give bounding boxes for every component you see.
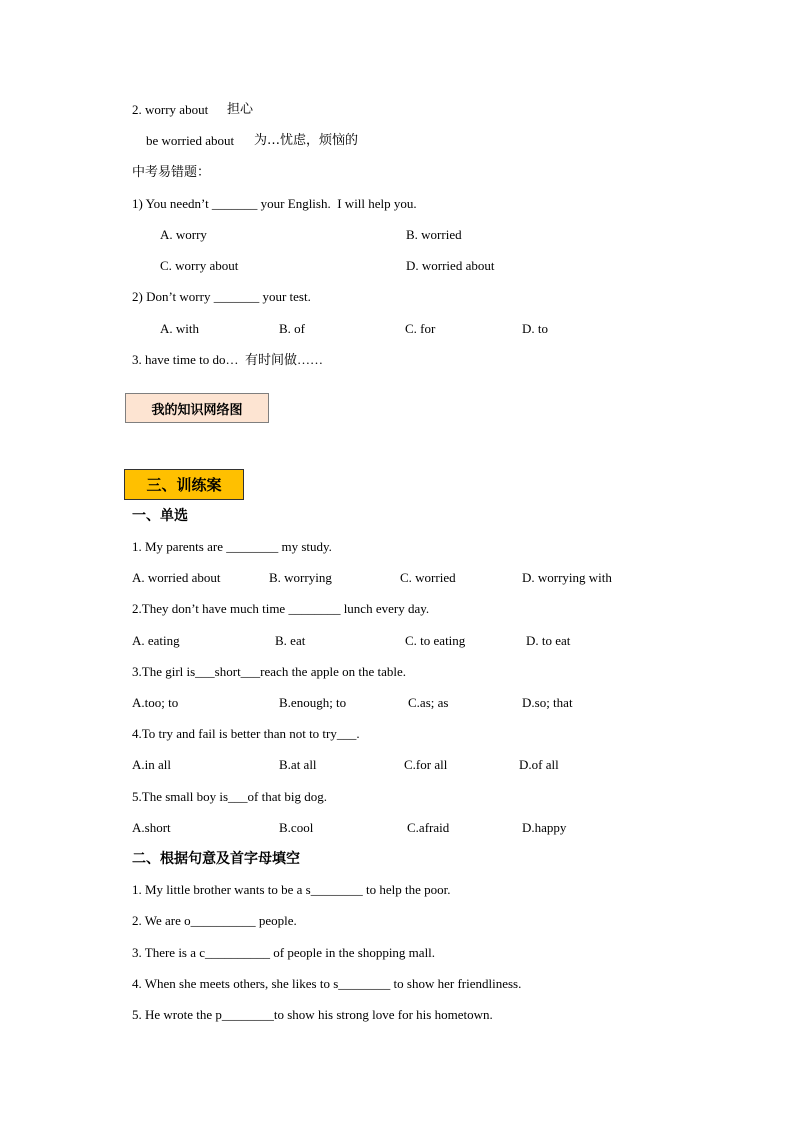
- option: A.in all: [132, 757, 171, 772]
- option: A.too; to: [132, 695, 179, 710]
- question-2: 2.They don’t have much time ________ lunch every day.: [132, 601, 430, 616]
- question-1: 1. My parents are ________ my study.: [132, 539, 332, 554]
- knowledge-network-box: 我的知识网络图: [125, 393, 269, 423]
- exam-errors-heading: 中考易错题：: [132, 165, 211, 180]
- option: C. worry about: [160, 258, 239, 273]
- vocab-item-3: 3. have time to do… 有时间做……: [132, 352, 324, 367]
- option: D.happy: [522, 820, 567, 835]
- vocab-meaning: 担心: [227, 102, 254, 117]
- section-1-title: 一、单选: [132, 508, 188, 524]
- question-4: 4.To try and fail is better than not to try___.: [132, 726, 360, 741]
- option: D.of all: [519, 757, 559, 772]
- fill-blank-item: 4. When she meets others, she likes to s________ to show her friendliness.: [132, 976, 522, 991]
- option: B.at all: [279, 757, 317, 772]
- option: C. to eating: [405, 633, 466, 648]
- option: A. worry: [160, 227, 207, 242]
- vocab-phrase: be worried about: [146, 133, 235, 148]
- option: A.short: [132, 820, 171, 835]
- option: D. worried about: [406, 258, 495, 273]
- option: C.afraid: [407, 820, 450, 835]
- option: D. to: [522, 321, 548, 336]
- option: D.so; that: [522, 695, 573, 710]
- option: B. worrying: [269, 570, 332, 585]
- question-5: 5.The small boy is___of that big dog.: [132, 789, 327, 804]
- question-3: 3.The girl is___short___reach the apple on the table.: [132, 664, 407, 679]
- option: B.cool: [279, 820, 314, 835]
- option: D. to eat: [526, 633, 571, 648]
- option: C. for: [405, 321, 436, 336]
- option: C.as; as: [408, 695, 449, 710]
- exam-question-2: 2) Don’t worry _______ your test.: [132, 289, 311, 304]
- fill-blank-item: 3. There is a c__________ of people in the shopping mall.: [132, 945, 436, 960]
- option: C. worried: [400, 570, 456, 585]
- section-2-title: 二、根据句意及首字母填空: [132, 851, 300, 867]
- option: B.enough; to: [279, 695, 347, 710]
- option: C.for all: [404, 757, 448, 772]
- fill-blank-item: 1. My little brother wants to be a s________ to help the poor.: [132, 882, 451, 897]
- exam-question-1: 1) You needn’t _______ your English. I will help you.: [132, 196, 417, 211]
- option: A. worried about: [132, 570, 221, 585]
- option: B. eat: [275, 633, 306, 648]
- fill-blank-item: 5. He wrote the p________to show his strong love for his hometown.: [132, 1007, 493, 1022]
- option: B. of: [279, 321, 305, 336]
- training-section-box: 三、训练案: [124, 469, 244, 500]
- option: A. eating: [132, 633, 180, 648]
- vocab-meaning: 为…忧虑，烦恼的: [254, 133, 359, 148]
- fill-blank-item: 2. We are o__________ people.: [132, 913, 297, 928]
- option: B. worried: [406, 227, 462, 242]
- option: D. worrying with: [522, 570, 612, 585]
- option: A. with: [160, 321, 199, 336]
- vocab-phrase: 2. worry about: [132, 102, 209, 117]
